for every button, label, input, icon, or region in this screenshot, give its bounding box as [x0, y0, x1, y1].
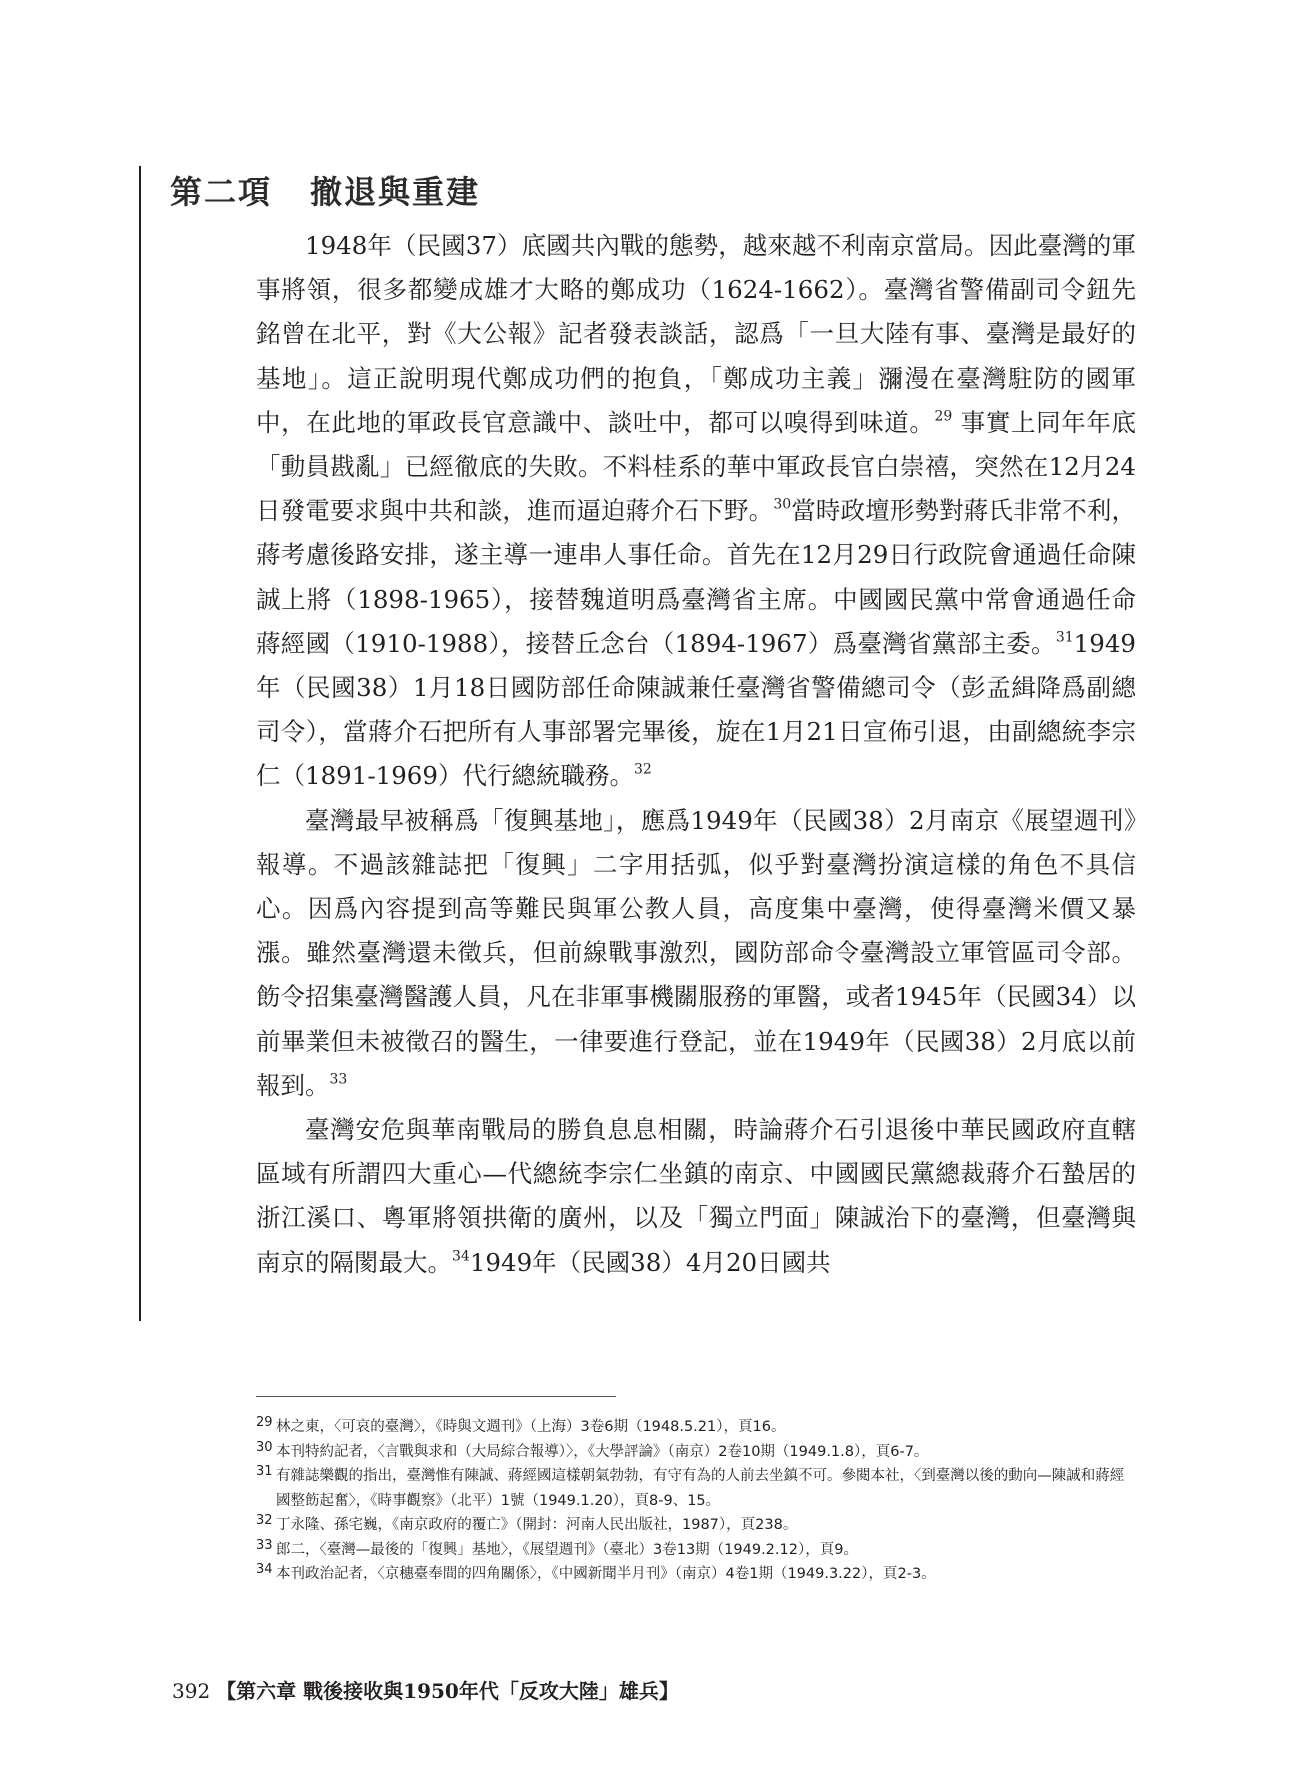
section-title: 撤退與重建 [310, 173, 481, 211]
footnote-item [256, 1513, 1136, 1538]
footnote-reference[interactable]: 32 [633, 761, 652, 778]
footnote-number: 30 [256, 1439, 273, 1455]
paragraph-text: 事實上同年年底「動員戡亂」已經徹底的失敗。不料桂系的華中軍政長官白崇禧，突然在12月24日發電要求與中共和談，進而逼迫蔣介石下野。 [256, 407, 1137, 526]
body-paragraph [256, 224, 1136, 799]
footnote-text: 本刊特約記者，〈言戰與求和（大局綜合報導）〉，《大學評論》（南京）2卷10期（1949.1.8），頁6-7。 [276, 1443, 929, 1460]
footnote-number: 33 [256, 1537, 273, 1553]
footnote-reference[interactable]: 34 [452, 1248, 470, 1265]
footnote-text: 本刊政治記者，〈京穗臺奉間的四角關係〉，《中國新聞半月刊》（南京）4卷1期（1949.3.22），頁2-3。 [276, 1566, 936, 1582]
paragraph-text: 1949年（民國38）1月18日國防部任命陳誠兼任臺灣省警備總司令（彭孟緝降爲副總司令），當蔣介石把所有人事部署完畢後，旋在1月21日宣佈引退，由副總統李宗仁（1891-1969）代行總統職務。 [256, 628, 1136, 791]
paragraph-text: 1948年（民國37）底國共內戰的態勢，越來越不利南京當局。因此臺灣的軍事將領，很多都變成雄才大略的鄭成功（1624-1662）。臺灣省警備副司令鈕先銘曾在北平，對《大公報》記者發表談話，認爲「一旦大陸有事、臺灣是最好的基地」。這正說明現代鄭成功們的抱負，「鄭成功主義」瀰漫在臺灣駐防的國軍中，在此地的軍政長官意識中、談吐中，都可以嗅得到味道。 [256, 231, 1136, 437]
body-text [256, 224, 1136, 1285]
footnote-separator [256, 1396, 616, 1397]
footnote-text: 有雜誌樂觀的指出，臺灣惟有陳誠、蔣經國這樣朝氣勃勃，有守有為的人前去坐鎮不可。參閱本社，〈到臺灣以後的動向—陳誠和蔣經國整飭起奮〉，《時事觀察》（北平）1號（1949.1.20），頁8-9、15。 [276, 1468, 1125, 1509]
footnote-text: 郎二，〈臺灣—最後的「復興」基地〉，《展望週刊》（臺北）3卷13期（1949.2.12），頁9。 [276, 1541, 858, 1558]
footnote-item [256, 1538, 1136, 1563]
paragraph-text: 1949年（民國38）4月20日國共 [469, 1247, 831, 1277]
paragraph-text: 當時政壇形勢對蔣氏非常不利，蔣考慮後路安排，遂主導一連串人事任命。首先在12月29日行政院會通過任命陳誠上將（1898-1965），接替魏道明爲臺灣省主席。中國國民黨中常會通過任命蔣經國（1910-1988），接替丘念台（1894-1967）爲臺灣省黨部主委。 [256, 496, 1137, 658]
paragraph-text: 臺灣安危與華南戰局的勝負息息相關，時論蔣介石引退後中華民國政府直轄區域有所謂四大重心—代總統李宗仁坐鎮的南京、中國國民黨總裁蔣介石蟄居的浙江溪口、粵軍將領拱衛的廣州，以及「獨立門面」陳誠治下的臺灣，但臺灣與南京的隔閡最大。 [256, 1115, 1136, 1277]
body-paragraph [256, 799, 1136, 1108]
body-paragraph [256, 1108, 1136, 1285]
footnote-reference[interactable]: 29 [934, 408, 953, 425]
footnote-item [256, 1562, 1136, 1587]
page-number: 392 [172, 1679, 211, 1703]
section-number: 第二項 [170, 173, 273, 211]
paragraph-text: 臺灣最早被稱爲「復興基地」，應爲1949年（民國38）2月南京《展望週刊》報導。不過該雜誌把「復興」二字用括弧，似乎對臺灣扮演這樣的角色不具信心。因爲內容提到高等難民與軍公教人員，高度集中臺灣，使得臺灣米價又暴漲。雖然臺灣還未徵兵，但前線戰事激烈，國防部命令臺灣設立軍管區司令部。飭令招集臺灣醫護人員，凡在非軍事機關服務的軍醫，或者1945年（民國34）以前畢業但未被徵召的醫生，一律要進行登記，並在1949年（民國38）2月底以前報到。 [256, 805, 1136, 1100]
page-footer [172, 1677, 679, 1705]
footnote-text: 林之東，〈可哀的臺灣〉，《時與文週刊》（上海）3卷6期（1948.5.21），頁16。 [276, 1419, 786, 1435]
margin-rule [139, 166, 141, 1321]
footnote-text: 丁永隆、孫宅巍，《南京政府的覆亡》（開封：河南人民出版社，1987），頁238。 [276, 1517, 798, 1533]
footnotes [256, 1415, 1136, 1587]
section-heading [170, 172, 480, 212]
footnote-item [256, 1464, 1136, 1513]
footnote-number: 29 [256, 1415, 273, 1430]
footnote-number: 32 [256, 1513, 273, 1528]
footnote-item [256, 1415, 1136, 1440]
footnote-reference[interactable]: 31 [1055, 629, 1074, 646]
footnote-reference[interactable]: 33 [329, 1071, 348, 1088]
running-footer-chapter: 【第六章 戰後接收與1950年代「反攻大陸」雄兵】 [216, 1679, 679, 1703]
footnote-reference[interactable]: 30 [773, 496, 792, 513]
footnote-number: 34 [256, 1562, 273, 1577]
footnote-item [256, 1440, 1136, 1465]
footnote-number: 31 [256, 1464, 273, 1479]
